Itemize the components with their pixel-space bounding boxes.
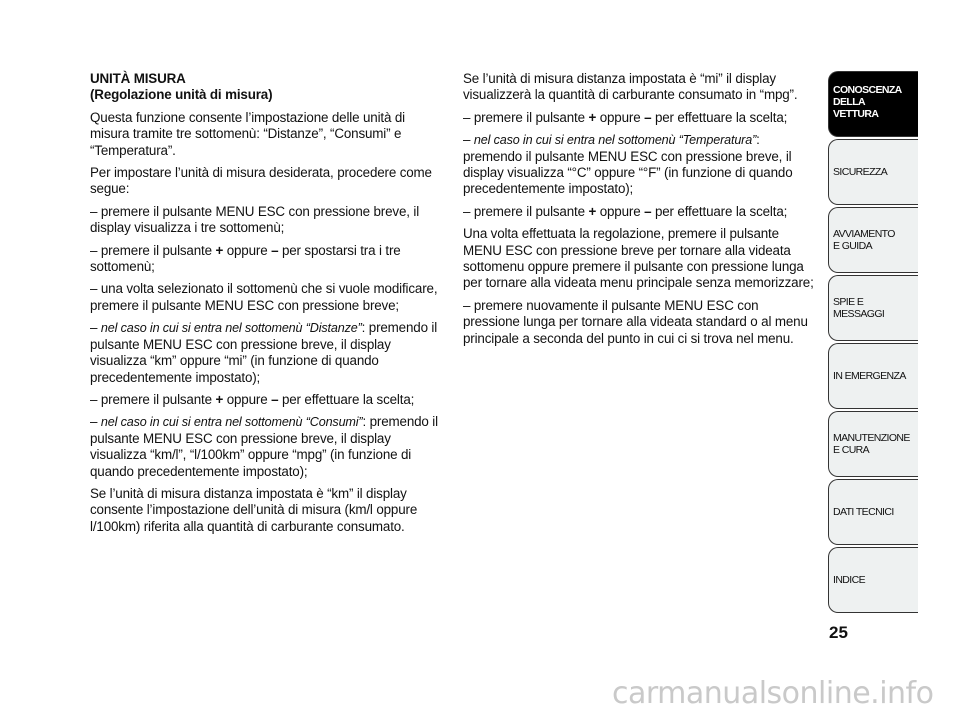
tab-dati-tecnici[interactable] (828, 479, 918, 545)
watermark: carmanualsonline.info (612, 676, 934, 711)
text: Se l’unità di misura distanza impostata è “km” il display consente l’impostazione dell’unità di misura (km/l oppure l/100km) riferita alla quantità di carburante consumato. (90, 485, 418, 534)
paragraph (463, 298, 815, 347)
right-body (463, 71, 815, 347)
text: – una volta selezionato il sottomenù che si vuole modificare, premere il pulsante MENU ESC con pressione breve; (90, 281, 438, 313)
tab-avviamento-e-guida[interactable] (828, 207, 918, 273)
tab-label: SICUREZZA (833, 166, 888, 178)
bold-symbol: + (215, 242, 224, 258)
bold-symbol: – (644, 109, 652, 125)
text: Per impostare l’unità di misura desiderata, procedere come segue: (90, 165, 432, 197)
tab-indice[interactable] (828, 547, 918, 613)
text: – premere il pulsante (463, 203, 589, 219)
bold-symbol: + (588, 109, 597, 125)
paragraph (90, 243, 442, 276)
paragraph (90, 165, 442, 198)
tab-sicurezza[interactable] (828, 139, 918, 205)
paragraph (90, 320, 442, 386)
text: Questa funzione consente l’impostazione delle unità di misura tramite tre sottomenù: “Distanze”, “Consumi” e “Temperatura”. (90, 109, 405, 158)
text: : premendo il pulsante MENU ESC con pressione breve, il display visualizza “°C” oppure “°F” (in funzione di quando precedentemente impostato); (463, 132, 793, 197)
text: oppure (223, 391, 272, 407)
paragraph (90, 281, 442, 314)
paragraph (463, 204, 815, 220)
tab-manutenzione-e-cura[interactable] (828, 411, 918, 477)
text: oppure (596, 203, 645, 219)
text: : premendo il pulsante MENU ESC con pressione breve, il display visualizza “km/l”, “l/100km” oppure “mpg” (in funzione di quando precedentemente impostato); (90, 414, 438, 479)
bold-symbol: – (271, 242, 279, 258)
right-column (463, 71, 815, 353)
text: per effettuare la scelta; (651, 109, 788, 125)
left-column (90, 71, 442, 541)
text: per effettuare la scelta; (278, 391, 415, 407)
paragraph (90, 204, 442, 237)
text: oppure (596, 109, 645, 125)
bold-symbol: + (215, 391, 224, 407)
chapter-tabs (828, 71, 918, 615)
paragraph (463, 132, 815, 198)
tab-conoscenza-della-vettura[interactable] (828, 71, 918, 137)
paragraph (463, 226, 815, 292)
italic-text: nel caso in cui si entra nel sottomenù “Distanze” (100, 321, 362, 336)
tab-label: CONOSCENZA DELLA VETTURA (833, 84, 902, 120)
paragraph (463, 71, 815, 104)
section-heading: UNITÀ MISURA (90, 71, 186, 86)
text: Se l’unità di misura distanza impostata è “mi” il display visualizzerà la quantità di carburante consumato in “mpg”. (463, 71, 798, 103)
section-subheading: (Regolazione unità di misura) (90, 87, 273, 103)
tab-label: AVVIAMENTO E GUIDA (833, 228, 895, 252)
text: – premere il pulsante (463, 109, 589, 125)
text: Una volta effettuata la regolazione, premere il pulsante MENU ESC con pressione breve per tornare alla videata sottomenu oppure premere il pulsante con pressione lunga per tornare alla videata menu principale senza memorizzare; (463, 226, 814, 291)
text: per spostarsi tra i tre sottomenù; (90, 242, 401, 275)
paragraph (90, 392, 442, 408)
text: – premere il pulsante MENU ESC con pressione breve, il display visualizza i tre sottomenù; (90, 203, 420, 236)
paragraph (90, 414, 442, 480)
tab-in-emergenza[interactable] (828, 343, 918, 409)
text: – (90, 320, 101, 336)
paragraph (90, 110, 442, 159)
tab-spie-e-messaggi[interactable] (828, 275, 918, 341)
tab-label: IN EMERGENZA (833, 370, 906, 382)
text: – (463, 132, 474, 148)
paragraph (90, 486, 442, 535)
tab-label: SPIE E MESSAGGI (833, 296, 885, 320)
italic-text: nel caso in cui si entra nel sottomenù “Consumi” (100, 415, 363, 430)
text: : premendo il pulsante MENU ESC con pressione breve, il display visualizza “km” oppure “mi” (in funzione di quando precedentemente impostato); (90, 320, 438, 385)
tab-label: INDICE (833, 574, 865, 586)
text: per effettuare la scelta; (651, 203, 788, 219)
page-number: 25 (829, 623, 848, 642)
bold-symbol: – (271, 391, 279, 407)
italic-text: nel caso in cui si entra nel sottomenù “Temperatura” (473, 133, 757, 148)
paragraph (463, 110, 815, 126)
tab-label: DATI TECNICI (833, 506, 894, 518)
text: oppure (223, 242, 272, 258)
bold-symbol: + (588, 203, 597, 219)
text: – premere il pulsante (90, 242, 216, 258)
text: – premere nuovamente il pulsante MENU ESC con pressione lunga per tornare alla videata standard o al menu principale a seconda del punto in cui ci si trova nel menu. (463, 297, 808, 346)
text: – (90, 414, 101, 430)
text: – premere il pulsante (90, 391, 216, 407)
tab-label: MANUTENZIONE E CURA (833, 432, 910, 456)
bold-symbol: – (644, 203, 652, 219)
left-body (90, 110, 442, 535)
